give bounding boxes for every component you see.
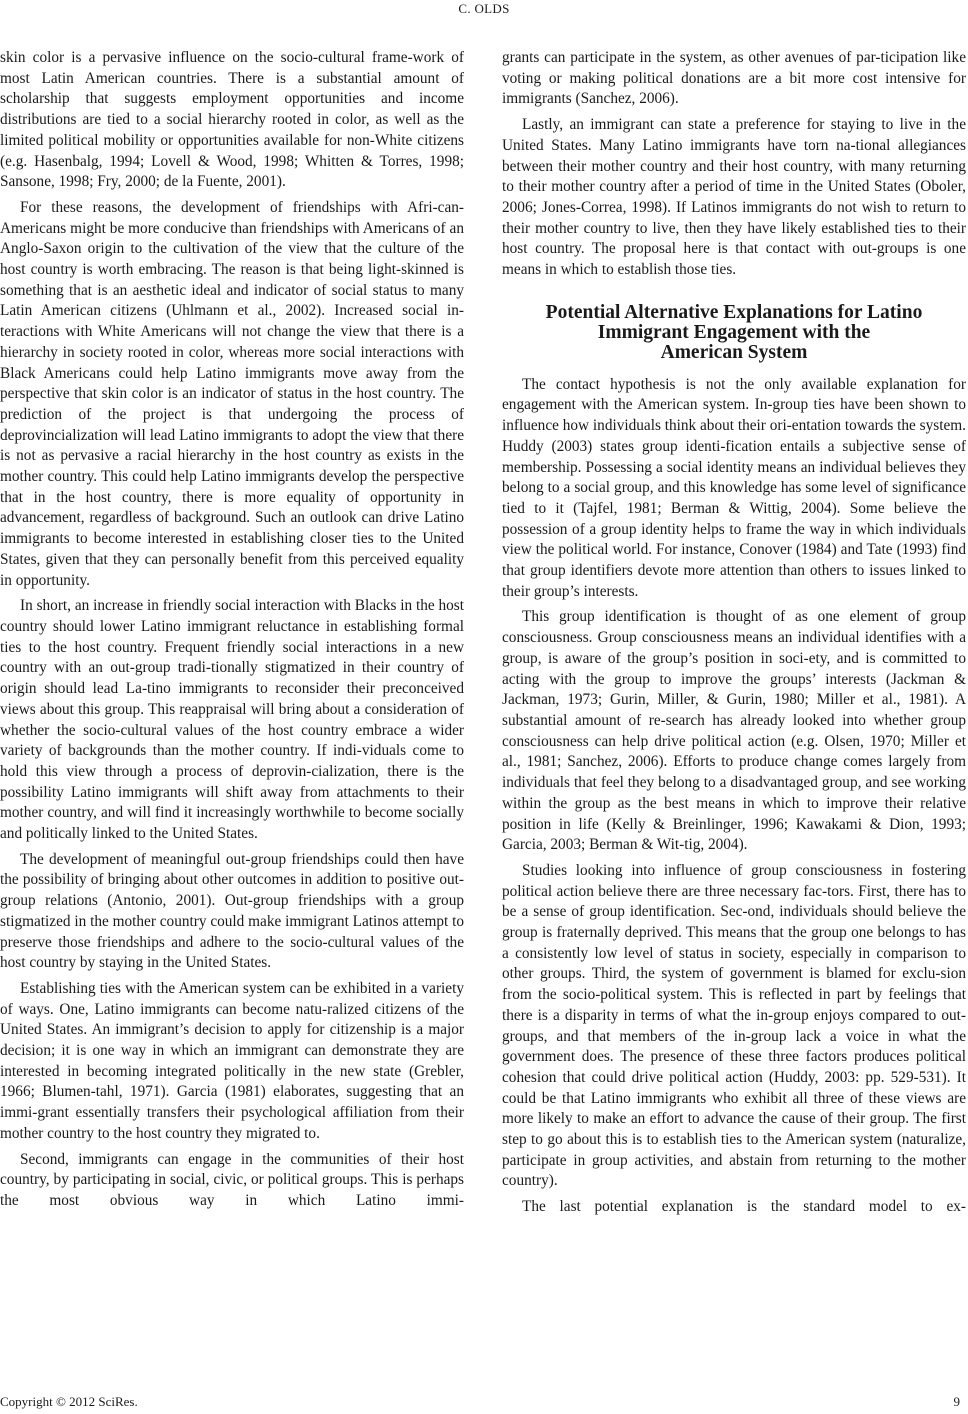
paragraph: Second, immigrants can engage in the communities of their host country, by participating in social, civic, or political groups. This is perhaps the most obvious way in which Latino immi- [0,1150,464,1209]
right-column [502,48,966,1223]
section-heading-line: American System [660,341,808,363]
paragraph: This group identification is thought of as one element of group consciousness. Group consciousness means an individual identifies with a group, is aware of the group’s position in soci-ety, and is committed to acting with the group to improve the groups’ interests (Jackman & Jackman, 1973; Gurin, Miller, & Gurin, 1980; Miller et al., 1981). A substantial amount of re-search has already looked into whether group consciousness can help drive political action (e.g. Olsen, 1970; Miller et al., 1981; Sanchez, 2006). Efforts to produce change comes largely from individuals that feel they belong to a disadvantaged group, and see working within the group as the best means in which to improve their relative position in life (Kelly & Breinlinger, 1996; Kawakami & Dion, 1993; Garcia, 2003; Berman & Wit-tig, 2004). [502,608,966,854]
paragraph: skin color is a pervasive influence on the socio-cultural frame-work of most Latin American countries. There is a substantial amount of scholarship that suggests employment opportunities and income distributions are tied to a social hierarchy rooted in color, as well as the limited political mobility or opportunities available for non-White citizens (e.g. Hasenbalg, 1994; Lovell & Wood, 1998; Whitten & Torres, 1998; Sansone, 1998; Fry, 2000; de la Fuente, 2001). [0,49,464,191]
running-head: C. OLDS [458,1,510,16]
footer-page-number: 9 [953,1394,960,1409]
paragraph: In short, an increase in friendly social interaction with Blacks in the host country should lower Latino immigrant reluctance in establishing formal ties to the host country. Frequent friendly social interactions in a new country with an out-group tradi-tionally stigmatized in their country of origin should lead La-tino immigrants to reconsider their preconceived views about this group. This reappraisal will bring about a consideration of whether the socio-cultural values of the host country embrace a wider variety of backgrounds than the mother country. If indi-viduals come to hold this view through a process of deprovin-cialization, there is the possibility Latino immigrants will shift away from attachments to their mother country, and will find it increasingly worthwhile to become socially and politically linked to the United States. [0,597,464,843]
paragraph: The last potential explanation is the standard model to ex- [522,1198,966,1216]
section-heading-line: Potential Alternative Explanations for Latino [545,301,923,323]
paragraph: Studies looking into influence of group consciousness in fostering political action believe there are three necessary fac-tors. First, there has to be a sense of group identification. Sec-ond, individuals should believe the group is fraternally deprived. This means that the group one belongs to has a consistently low level of status in society, especially in comparison to other groups. Third, the system of government is blamed for exclu-sion from the socio-political system. This is reflected in part by feelings that there is a disparity in terms of what the in-group enjoys compared to out-groups, and that members of the in-group lack a voice in what the government does. The presence of these three factors produces political cohesion that could drive political action (Huddy, 2003: pp. 529-531). It could be that Latino immigrants who exhibit all three of these views are more likely to make an effort to advance the cause of their group. The first step to go about this is to establish ties to the American system (naturalize, participate in group activities, and abstain from returning to the mother country). [502,861,966,1190]
paragraph: grants can participate in the system, as other avenues of par-ticipation like voting or making political donations are a bit more cost intensive for immigrants (Sanchez, 2006). [502,49,966,108]
paragraph: The contact hypothesis is not the only available explanation for engagement with the American system. In-group ties have been shown to influence how individuals think about their ori-entation towards the system. Huddy (2003) states group identi-fication entails a subjective sense of membership. Possessing a social identity means an individual believes they belong to a social group, and this knowledge has some level of significance tied to it (Tajfel, 1981; Berman & Wittig, 2004). Some believe the possession of a group identity helps to frame the way in which individuals view the political world. For instance, Conover (1984) and Tate (1993) find that group identifiers devote more attention than others to issues linked to their group’s interests. [502,375,966,600]
paragraph: Establishing ties with the American system can be exhibited in a variety of ways. One, Latino immigrants can become natu-ralized citizens of the United States. An immigrant’s decision to apply for citizenship is a major decision; it is one way in which an immigrant can demonstrate they are interested in becoming integrated politically in the new state (Grebler, 1966; Blumen-tahl, 1971). Garcia (1981) elaborates, suggesting that an immi-grant essentially transfers their psychological affiliation from their mother country to the host country they migrated to. [0,979,464,1142]
section-heading-line: Immigrant Engagement with the [597,321,871,343]
paragraph: Lastly, an immigrant can state a preference for staying to live in the United States. Many Latino immigrants have torn na-tional allegiances between their mother country and their host country, with many returning to their mother country after a period of time in the United States (Oboler, 2006; Jones-Correa, 1998). If Latinos immigrants do not wish to return to their mother country to live, then they have likely established ties to their host country. The proposal here is that contact with out-groups is one means in which to establish those ties. [502,116,966,279]
left-column [0,48,464,1217]
section-heading [502,303,966,363]
paragraph: The development of meaningful out-group friendships could then have the possibility of bringing about other outcomes in addition to positive out-group relations (Antonio, 2001). Out-group friendships with a group stigmatized in the mother country could make immigrant Latinos attempt to preserve those friendships and adhere to the socio-cultural values of the host country by staying in the United States. [0,850,464,972]
footer-copyright: Copyright © 2012 SciRes. [0,1394,138,1409]
paragraph: For these reasons, the development of friendships with Afri-can-Americans might be more conducive than friendships with Americans of an Anglo-Saxon origin to the cultivation of the view that the culture of the host country is worth embracing. The reason is that being light-skinned is something that is an aesthetic ideal and indicator of social status to many Latin American citizens (Uhlmann et al., 2002). Increased social in-teractions with White Americans will not change the view that there is a hierarchy in society rooted in color, whereas more social interactions with Black Americans could help Latino immigrants move away from the perspective that skin color is an indicator of status in the host country. The prediction of the project is that undergoing the process of deprovincialization will lead Latino immigrants to adopt the view that there is not as pervasive a racial hierarchy in the host country as exists in the mother country. This could help Latino immigrants develop the perspective that in the host country, there is more equality of opportunity in advancement, regardless of background. Such an outlook can drive Latino immigrants to become interested in establishing closer ties to the United States, given that they can personally benefit from this perceived equality in opportunity. [0,198,464,589]
